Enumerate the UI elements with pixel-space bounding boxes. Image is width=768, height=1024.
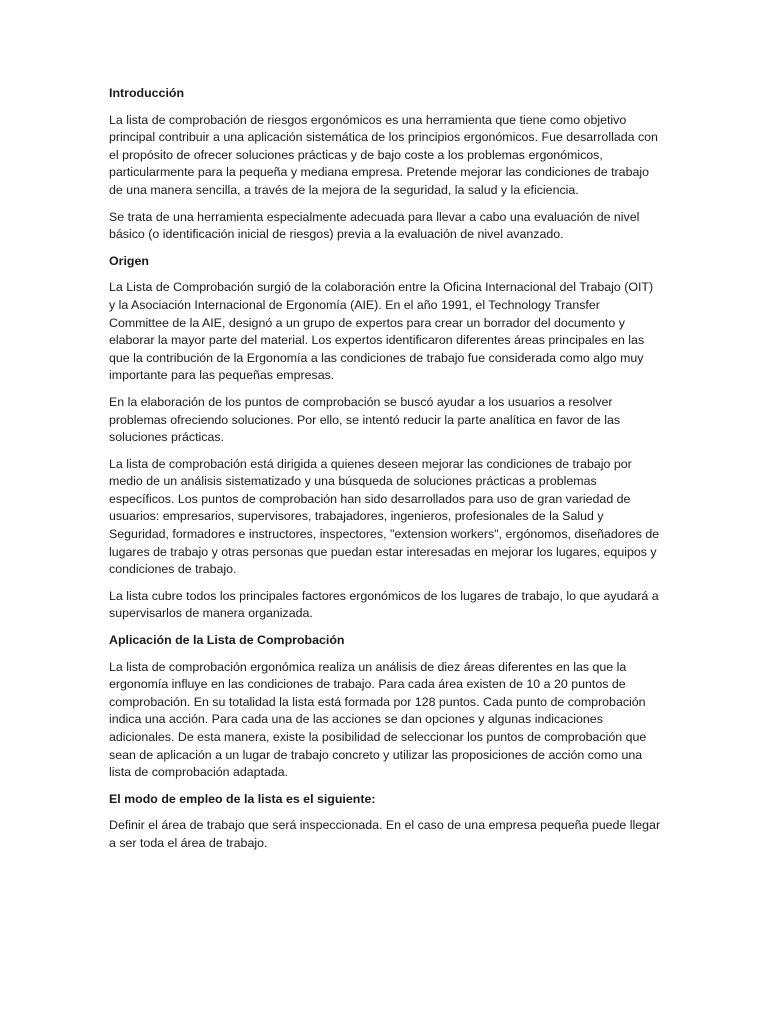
section-heading-origen: Origen	[109, 253, 149, 268]
paragraph-modo-empleo-1: Definir el área de trabajo que será inspeccionada. En el caso de una empresa pequeña puede llegar a ser toda el área de trabajo.	[109, 818, 661, 850]
section-heading-modo-empleo: El modo de empleo de la lista es el siguiente:	[109, 791, 376, 806]
paragraph-origen-4: La lista cubre todos los principales factores ergonómicos de los lugares de trabajo, lo que ayudará a supervisarlos de manera organizada.	[109, 588, 659, 621]
paragraph-origen-3: La lista de comprobación está dirigida a quienes deseen mejorar las condiciones de trabajo por medio de un análisis sistematizado y una búsqueda de soluciones prácticas a problemas específicos. Los puntos de comprobación han sido desarrollados para uso de gran variedad de usuarios: empresarios, supervisores, trabajadores, ingenieros, profesionales de la Salud y Seguridad, formadores e instructores, inspectores, "extension workers", ergónomos, diseñadores de lugares de trabajo y otras personas que puedan estar interesadas en mejorar los lugares, equipos y condiciones de trabajo.	[109, 456, 660, 577]
section-heading-aplicacion: Aplicación de la Lista de Comprobación	[109, 633, 345, 648]
paragraph-origen-1: La Lista de Comprobación surgió de la colaboración entre la Oficina Internacional del Trabajo (OIT) y la Asociación Internacional de Ergonomía (AIE). En el año 1991, el Technology Transfer Committee de la AIE, designó a un grupo de expertos para crear un borrador del documento y elaborar la mayor parte del material. Los expertos identificaron diferentes áreas principales en las que la contribución de la Ergonomía a las condiciones de trabajo fue considerada como algo muy importante para las pequeñas empresas.	[109, 280, 654, 383]
paragraph-intro-1: La lista de comprobación de riesgos ergonómicos es una herramienta que tiene como objetivo principal contribuir a una aplicación sistemática de los principios ergonómicos. Fue desarrollada con el propósito de ofrecer soluciones prácticas y de bajo coste a los problemas ergonómicos, particularmente para la pequeña y mediana empresa. Pretende mejorar las condiciones de trabajo de una manera sencilla, a través de la mejora de la seguridad, la salud y la eficiencia.	[109, 112, 658, 197]
paragraph-aplicacion-1: La lista de comprobación ergonómica realiza un análisis de diez áreas diferentes en las que la ergonomía influye en las condiciones de trabajo. Para cada área existen de 10 a 20 puntos de comprobación. En su totalidad la lista está formada por 128 puntos. Cada punto de comprobación indica una acción. Para cada una de las acciones se dan opciones y algunas indicaciones adicionales. De esta manera, existe la posibilidad de seleccionar los puntos de comprobación que sean de aplicación a un lugar de trabajo concreto y utilizar las proposiciones de acción como una lista de comprobación adaptada.	[109, 659, 647, 780]
section-heading-introduccion: Introducción	[109, 86, 185, 100]
document-body	[109, 85, 661, 862]
paragraph-origen-2: En la elaboración de los puntos de comprobación se buscó ayudar a los usuarios a resolver problemas ofreciendo soluciones. Por ello, se intentó reducir la parte analítica en favor de las soluciones prácticas.	[109, 394, 621, 445]
paragraph-intro-2: Se trata de una herramienta especialmente adecuada para llevar a cabo una evaluación de nivel básico (o identificación inicial de riesgos) previa a la evaluación de nivel avanzado.	[109, 209, 640, 242]
